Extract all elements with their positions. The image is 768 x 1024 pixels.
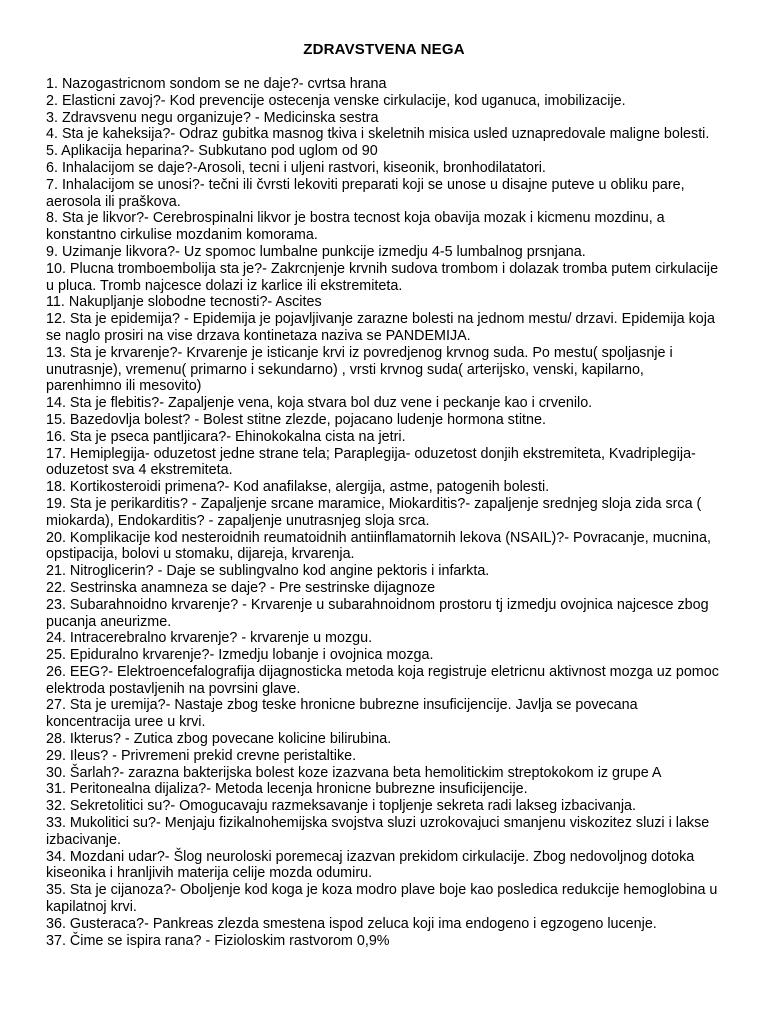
list-item: 24. Intracerebralno krvarenje? - krvarenje u mozgu. — [46, 630, 373, 647]
list-item: 13. Sta je krvarenje?- Krvarenje je isticanje krvi iz povredjenog krvnog suda. Po mestu( spoljasnje i unutrasnje), vremenu( primarno i sekundarno) , vrsti krvnog suda( arterijsko, venski, kapilarno, parenhimno ili mesovito) — [46, 344, 673, 395]
document-title: ZDRAVSTVENA NEGA — [303, 41, 465, 58]
list-item: 26. EEG?- Elektroencefalografija dijagnosticka metoda koja registruje eletricnu aktivnost mozga uz pomoc elektroda postavljenih na povrsini glave. — [46, 663, 719, 697]
list-item: 30. Šarlah?- zarazna bakterijska bolest koze izazvana beta hemolitickim streptokokom iz grupe A — [46, 764, 662, 781]
list-item: 15. Bazedovlja bolest? - Bolest stitne zlezde, pojacano ludenje hormona stitne. — [46, 411, 546, 428]
list-item: 19. Sta je perikarditis? - Zapaljenje srcane maramice, Miokarditis?- zapaljenje srednjeg sloja zida srca ( miokarda), Endokarditis? - zapaljenje unutrasnjeg sloja srca. — [46, 495, 702, 529]
list-item: 5. Aplikacija heparina?- Subkutano pod uglom od 90 — [46, 143, 378, 160]
list-item: 36. Gusteraca?- Pankreas zlezda smestena ispod zeluca koji ima endogeno i egzogeno lucenje. — [46, 915, 657, 932]
list-item: 35. Sta je cijanoza?- Oboljenje kod koga je koza modro plave boje kao posledica redukcije hemoglobina u kapilatnoj krvi. — [46, 882, 718, 916]
list-item: 33. Mukolitici su?- Menjaju fizikalnohemijska svojstva sluzi uzrokovajuci smanjenu viskozitez sluzi i lakse izbacivanje. — [46, 815, 710, 848]
list-item: 34. Mozdani udar?- Šlog neuroloski poremecaj izazvan prekidom cirkulacije. Zbog nedovoljnog dotoka kiseonika i hranljivih materija celije mozda odumiru. — [46, 848, 695, 882]
list-item: 23. Subarahnoidno krvarenje? - Krvarenje u subarahnoidnom prostoru tj izmedju ovojnica najcesce zbog pucanja aneurizme. — [46, 596, 709, 630]
list-item: 22. Sestrinska anamneza se daje? - Pre sestrinske dijagnoze — [46, 579, 436, 596]
list-item: 11. Nakupljanje slobodne tecnosti?- Ascites — [46, 294, 322, 311]
list-item: 18. Kortikosteroidi primena?- Kod anafilakse, alergija, astme, patogenih bolesti. — [46, 479, 550, 496]
list-item: 10. Plucna tromboembolija sta je?- Zakrcnjenje krvnih sudova trombom i dolazak tromba putem cirkulacije u pluca. Tromb najcesce dolazi iz karlice ili ekstremiteta. — [46, 260, 719, 294]
list-item: 4. Sta je kaheksija?- Odraz gubitka masnog tkiva i skeletnih misica usled uznapredovale maligne bolesti. — [46, 126, 710, 143]
list-item: 29. Ileus? - Privremeni prekid crevne peristaltike. — [46, 747, 357, 764]
list-item: 3. Zdravsvenu negu organizuje? - Medicinska sestra — [46, 109, 379, 126]
list-item: 37. Čime se ispira rana? - Fizioloskim rastvorom 0,9% — [46, 932, 390, 949]
list-item: 14. Sta je flebitis?- Zapaljenje vena, koja stvara bol duz vene i peckanje kao i crvenilo. — [46, 395, 593, 412]
list-item: 8. Sta je likvor?- Cerebrospinalni likvor je bostra tecnost koja obavija mozak i kicmenu mozdinu, a konstantno cirkulise mozdanim komorama. — [46, 210, 665, 244]
question-list — [46, 76, 722, 949]
list-item: 16. Sta je pseca pantljicara?- Ehinokokalna cista na jetri. — [46, 428, 406, 445]
list-item: 32. Sekretolitici su?- Omogucavaju razmeksavanje i topljenje sekreta radi lakseg izbacivanja. — [46, 798, 636, 815]
list-item: 2. Elasticni zavoj?- Kod prevencije ostecenja venske cirkulacije, kod uganuca, imobilizacije. — [46, 92, 626, 109]
list-item: 28. Ikterus? - Zutica zbog povecane kolicine bilirubina. — [46, 731, 392, 748]
list-item: 27. Sta je uremija?- Nastaje zbog teske hronicne bubrezne insuficijencije. Javlja se povecana koncentracija uree u krvi. — [46, 697, 638, 731]
list-item: 31. Peritonealna dijaliza?- Metoda lecenja hronicne bubrezne insuficijencije. — [46, 781, 528, 798]
list-item: 7. Inhalacijom se unosi?- tečni ili čvrsti lekoviti preparati koji se unose u disajne puteve u obliku pare, aerosola ili praškova. — [46, 176, 685, 210]
list-item: 1. Nazogastricnom sondom se ne daje?- cvrtsa hrana — [46, 76, 387, 92]
list-item: 25. Epiduralno krvarenje?- Izmedju lobanje i ovojnica mozga. — [46, 647, 434, 664]
list-item: 20. Komplikacije kod nesteroidnih reumatoidnih antiinflamatornih lekova (NSAIL)?- Povracanje, mucnina, opstipacija, bolovi u stomaku, dijareja, krvarenja. — [46, 529, 711, 563]
list-item: 6. Inhalacijom se daje?-Arosoli, tecni i uljeni rastvori, kiseonik, bronhodilatatori. — [46, 159, 546, 176]
list-item: 17. Hemiplegija- oduzetost jedne strane tela; Paraplegija- oduzetost donjih ekstremiteta, Kvadriplegija- oduzetost sva 4 ekstremiteta. — [46, 445, 696, 479]
list-item: 12. Sta je epidemija? - Epidemija je pojavljivanje zarazne bolesti na jednom mestu/ drzavi. Epidemija koja se naglo prosiri na vise drzava kontinetaza naziva se PANDEMIJA. — [46, 311, 715, 344]
list-item: 9. Uzimanje likvora?- Uz spomoc lumbalne punkcije izmedju 4-5 lumbalnog prsnjana. — [46, 243, 586, 260]
list-item: 21. Nitroglicerin? - Daje se sublingvalno kod angine pektoris i infarkta. — [46, 563, 490, 580]
